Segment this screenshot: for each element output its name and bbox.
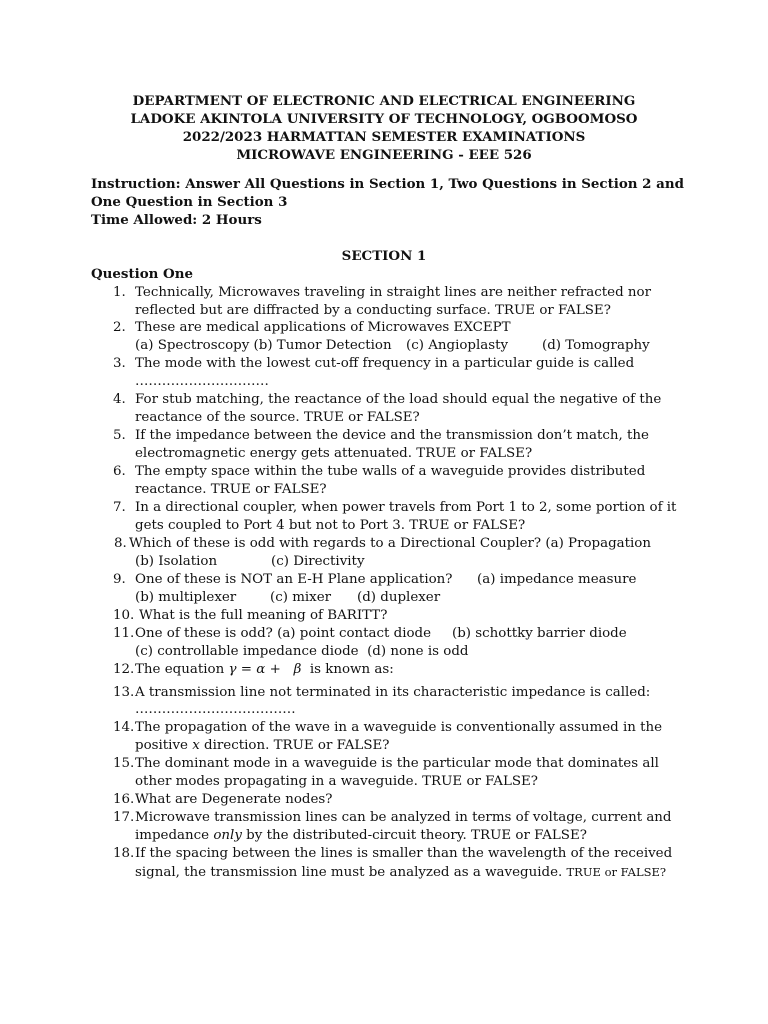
q11-line-1: One of these is odd? (a) point contact diode [135, 626, 432, 641]
q16-number: 16. [113, 792, 135, 807]
q18-line-2 [135, 863, 666, 882]
q15-number: 15. [113, 756, 135, 771]
q15-line-2: other modes propagating in a waveguide. TRUE or FALSE? [135, 774, 538, 789]
q6-line-1: The empty space within the tube walls of a waveguide provides distributed [135, 464, 646, 479]
q12-equals: = [240, 662, 252, 677]
q10-number: 10. [113, 608, 135, 623]
q3-number: 3. [113, 356, 126, 371]
q9-option-c: (c) mixer [270, 590, 332, 605]
q14-number: 14. [113, 720, 135, 735]
q12-text-post: is known as: [309, 662, 394, 677]
q11-line-2: (c) controllable impedance diode (d) none is odd [135, 644, 469, 659]
q17-line-2 [135, 827, 587, 845]
q3-line-2: ………………………… [135, 374, 269, 389]
q8-option-b: (b) Isolation [135, 554, 218, 569]
q12-alpha: α [256, 662, 266, 677]
department-title: DEPARTMENT OF ELECTRONIC AND ELECTRICAL ENGINEERING [132, 93, 636, 109]
q8-number: 8. [114, 536, 127, 551]
q14-line-2 [135, 737, 389, 755]
q4-line-1: For stub matching, the reactance of the load should equal the negative of the [135, 392, 662, 407]
q17-only: only [213, 828, 242, 843]
q11-option-b: (b) schottky barrier diode [452, 626, 627, 641]
time-allowed: Time Allowed: 2 Hours [91, 212, 262, 228]
q12-line-1 [135, 661, 394, 679]
q1-number: 1. [113, 285, 126, 300]
q18-number: 18. [113, 846, 135, 861]
q12-beta: β [293, 662, 302, 677]
q13-line-1: A transmission line not terminated in its characteristic impedance is called: [135, 685, 651, 700]
q2-number: 2. [113, 320, 126, 335]
session-title: 2022/2023 HARMATTAN SEMESTER EXAMINATIONS [182, 129, 586, 145]
instruction-line-2: One Question in Section 3 [91, 194, 288, 210]
q5-line-1: If the impedance between the device and the transmission don’t match, the [135, 428, 649, 443]
q12-gamma: γ [228, 662, 237, 677]
q9-option-a: (a) impedance measure [477, 572, 637, 587]
q16-line-1: What are Degenerate nodes? [135, 792, 333, 807]
q2-option-d: (d) Tomography [542, 338, 650, 353]
q12-text-pre: The equation [135, 662, 225, 677]
q8-line-1: Which of these is odd with regards to a Directional Coupler? (a) Propagation [129, 536, 651, 551]
q11-number: 11. [113, 626, 135, 641]
q8-option-c: (c) Directivity [271, 554, 365, 569]
q9-option-b: (b) multiplexer [135, 590, 237, 605]
q6-line-2: reactance. TRUE or FALSE? [135, 482, 327, 497]
q15-line-1: The dominant mode in a waveguide is the particular mode that dominates all [135, 756, 659, 771]
q1-line-1: Technically, Microwaves traveling in straight lines are neither refracted nor [135, 285, 652, 300]
q18-line-1: If the spacing between the lines is smaller than the wavelength of the received [135, 846, 673, 861]
q14-text-post: direction. TRUE or FALSE? [204, 738, 390, 753]
q12-plus: + [269, 662, 281, 677]
q3-line-1: The mode with the lowest cut-off frequency in a particular guide is called [135, 356, 635, 371]
q17-text-post: by the distributed-circuit theory. TRUE or FALSE? [246, 828, 587, 843]
q14-line-1: The propagation of the wave in a waveguide is conventionally assumed in the [135, 720, 663, 735]
q14-text-pre: positive [135, 738, 188, 753]
question-heading: Question One [91, 266, 193, 282]
q7-number: 7. [113, 500, 126, 515]
q13-line-2: ……………………………… [135, 702, 296, 717]
q2-option-c: (c) Angioplasty [406, 338, 509, 353]
q9-number: 9. [113, 572, 126, 587]
instruction-line-1: Instruction: Answer All Questions in Section 1, Two Questions in Section 2 and [91, 176, 684, 192]
q9-line-1: One of these is NOT an E-H Plane application? [135, 572, 453, 587]
q13-number: 13. [113, 685, 135, 700]
q18-text: signal, the transmission line must be analyzed as a waveguide. [135, 865, 563, 880]
q10-line-1: What is the full meaning of BARITT? [139, 608, 388, 623]
q17-number: 17. [113, 810, 135, 825]
q4-number: 4. [113, 392, 126, 407]
section-title: SECTION 1 [341, 248, 427, 264]
q5-number: 5. [113, 428, 126, 443]
q6-number: 6. [113, 464, 126, 479]
q2-line-1: These are medical applications of Microwaves EXCEPT [135, 320, 511, 335]
q9-option-d: (d) duplexer [357, 590, 441, 605]
q7-line-1: In a directional coupler, when power travels from Port 1 to 2, some portion of it [135, 500, 677, 515]
q12-number: 12. [113, 662, 135, 677]
q1-line-2: reflected but are diffracted by a conducting surface. TRUE or FALSE? [135, 303, 611, 318]
q2-option-ab: (a) Spectroscopy (b) Tumor Detection [135, 338, 392, 353]
q7-line-2: gets coupled to Port 4 but not to Port 3. TRUE or FALSE? [135, 518, 526, 533]
q17-text-pre: impedance [135, 828, 210, 843]
q18-true-false: TRUE or FALSE? [566, 865, 667, 879]
q5-line-2: electromagnetic energy gets attenuated. TRUE or FALSE? [135, 446, 533, 461]
q17-line-1: Microwave transmission lines can be analyzed in terms of voltage, current and [135, 810, 672, 825]
q4-line-2: reactance of the source. TRUE or FALSE? [135, 410, 420, 425]
q14-variable-x: x [192, 738, 200, 753]
course-title: MICROWAVE ENGINEERING - EEE 526 [236, 147, 532, 163]
university-title: LADOKE AKINTOLA UNIVERSITY OF TECHNOLOGY, OGBOOMOSO [130, 111, 638, 127]
